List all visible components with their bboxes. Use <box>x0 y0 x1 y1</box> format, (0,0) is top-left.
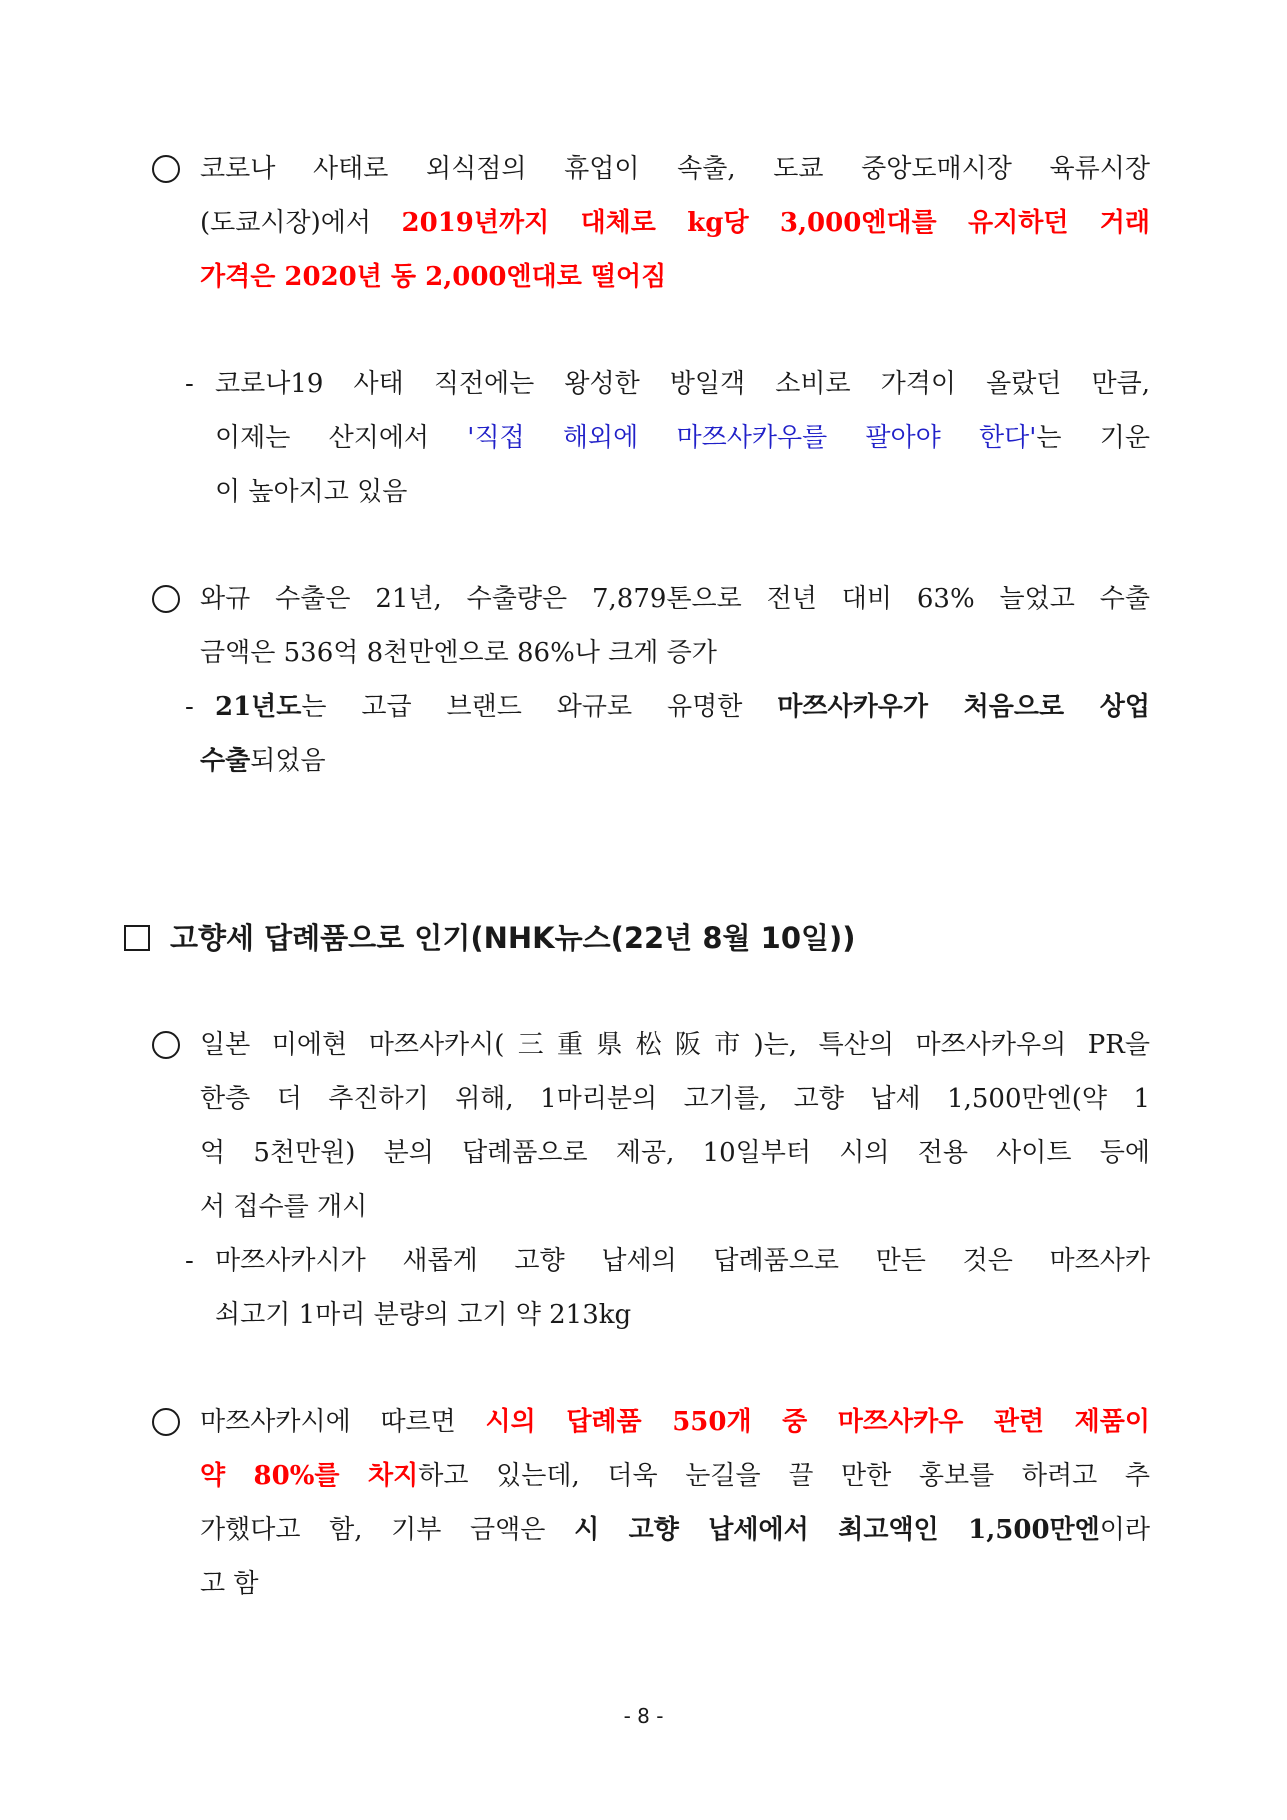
text: 마쯔사카시에 따르면 <box>200 1407 486 1437</box>
text: 는 고급 브랜드 와규로 유명한 <box>301 692 778 722</box>
text: 하고 있는데, 더욱 눈길을 끌 만한 홍보를 하려고 추 <box>418 1461 1150 1491</box>
circle-bullet-icon <box>152 155 180 183</box>
paragraph-3-line-4: 서 접수를 개시 <box>200 1192 368 1222</box>
paragraph-2-line-2: 금액은 536억 8천만엔으로 86%나 크게 증가 <box>200 638 717 668</box>
highlight-red: 약 80%를 차지 <box>200 1461 419 1491</box>
page-number: - 8 - <box>623 1704 664 1728</box>
paragraph-3-sub-line-1: 마쯔사카시가 새롭게 고향 납세의 답례품으로 만든 것은 마쯔사카 <box>215 1246 1150 1276</box>
circle-bullet-icon <box>152 1408 180 1436</box>
dash-bullet: - <box>185 369 194 399</box>
bold-text: 마쯔사카우가 처음으로 상업 <box>777 692 1151 722</box>
paragraph-4-line-2 <box>200 1458 1150 1494</box>
text: 되었음 <box>250 746 326 776</box>
circle-bullet-icon <box>152 1031 180 1059</box>
paragraph-2-sub-line-2 <box>200 743 326 779</box>
dash-bullet: - <box>185 692 194 722</box>
highlight-red: 2019년까지 대체로 kg당 3,000엔대를 유지하던 거래 <box>401 208 1150 238</box>
paragraph-3-line-3: 억 5천만원) 분의 답례품으로 제공, 10일부터 시의 전용 사이트 등에 <box>200 1138 1150 1168</box>
paragraph-2-line-1: 와규 수출은 21년, 수출량은 7,879톤으로 전년 대비 63% 늘었고 수출 <box>200 584 1150 614</box>
paragraph-4-line-3 <box>200 1512 1150 1548</box>
paragraph-3-sub-line-2: 쇠고기 1마리 분량의 고기 약 213kg <box>215 1300 632 1330</box>
text: 는 기운 <box>1036 423 1150 453</box>
paragraph-2-sub-line-1 <box>215 689 1150 725</box>
text: 이라 <box>1099 1515 1150 1545</box>
bold-text: 21년도 <box>215 692 302 722</box>
text: (도쿄시장)에서 <box>200 208 402 238</box>
bold-text: 수출 <box>200 746 251 776</box>
paragraph-1-line-3 <box>200 259 666 295</box>
dash-bullet: - <box>185 1246 194 1276</box>
paragraph-4-line-1 <box>200 1404 1150 1440</box>
paragraph-3-line-2: 한층 더 추진하기 위해, 1마리분의 고기를, 고향 납세 1,500만엔(약 1 <box>200 1084 1150 1114</box>
text: 이제는 산지에서 <box>215 423 468 453</box>
paragraph-1-sub-line-2 <box>215 420 1150 456</box>
paragraph-1-line-2 <box>200 205 1150 241</box>
highlight-blue: '직접 해외에 마쯔사카우를 팔아야 한다' <box>467 423 1037 453</box>
paragraph-3-line-1: 일본 미에현 마쯔사카시(三重県松阪市)는, 특산의 마쯔사카우의 PR을 <box>200 1030 1150 1060</box>
square-bullet-icon <box>124 925 150 951</box>
paragraph-1-line-1: 코로나 사태로 외식점의 휴업이 속출, 도쿄 중앙도매시장 육류시장 <box>200 154 1150 184</box>
highlight-red: 시의 답례품 550개 중 마쯔사카우 관련 제품이 <box>485 1407 1150 1437</box>
paragraph-1-sub-line-3: 이 높아지고 있음 <box>215 477 408 507</box>
highlight-red: 가격은 2020년 동 2,000엔대로 떨어짐 <box>200 262 667 292</box>
bold-text: 시 고향 납세에서 최고액인 1,500만엔 <box>574 1515 1100 1545</box>
text: 가했다고 함, 기부 금액은 <box>200 1515 575 1545</box>
circle-bullet-icon <box>152 585 180 613</box>
paragraph-4-line-4: 고 함 <box>200 1569 259 1599</box>
section-heading: 고향세 답례품으로 인기(NHK뉴스(22년 8월 10일)) <box>170 921 856 955</box>
paragraph-1-sub-line-1: 코로나19 사태 직전에는 왕성한 방일객 소비로 가격이 올랐던 만큼, <box>215 369 1150 399</box>
